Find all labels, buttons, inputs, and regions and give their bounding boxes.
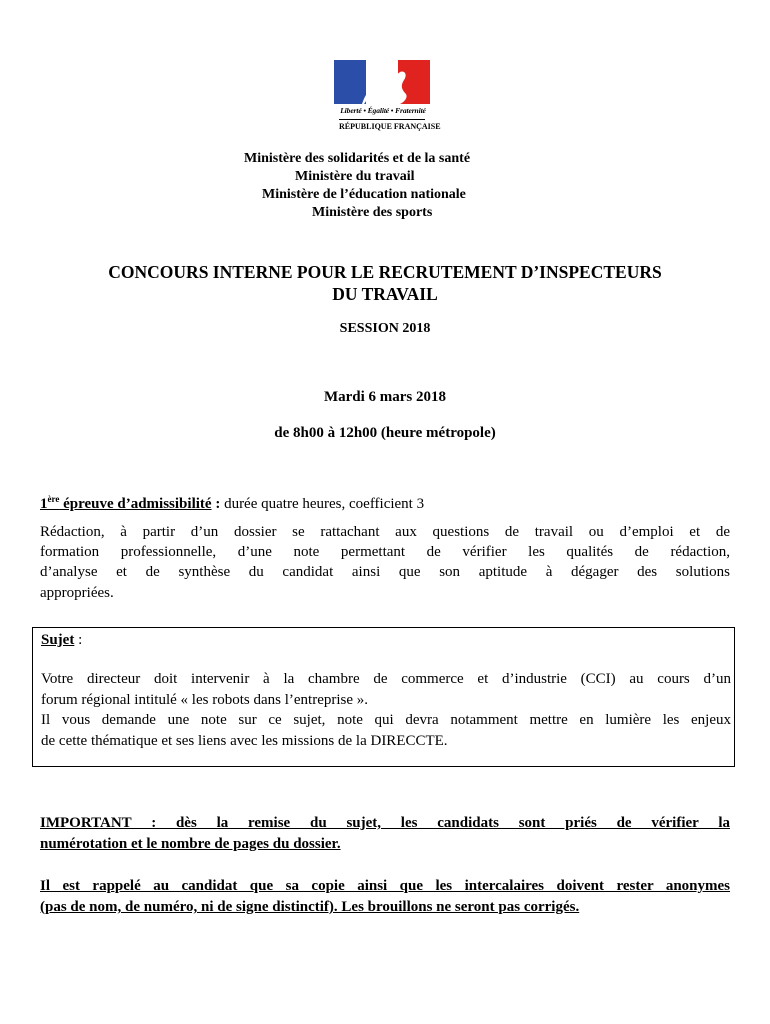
sujet-heading (41, 632, 82, 649)
title-line: DU TRAVAIL (332, 284, 438, 304)
republic-motto: Liberté • Égalité • Fraternité (340, 106, 426, 115)
paragraph-line: d’analyse et de synthèse du candidat ainsi que son aptitude à dégager des solutions (40, 564, 730, 581)
redaction-paragraph (40, 522, 730, 603)
marianne-flag-icon (334, 60, 430, 104)
ministries-list (0, 150, 770, 222)
republic-name: RÉPUBLIQUE FRANÇAISE (339, 119, 425, 131)
marianne-logo (334, 60, 441, 131)
sujet-line: de cette thématique et ses liens avec les missions de la DIRECCTE. (41, 732, 448, 749)
important-line: IMPORTANT : dès la remise du sujet, les candidats sont priés de vérifier la (40, 815, 730, 831)
paragraph-line: appropriées. (40, 584, 114, 601)
epreuve-heading (40, 489, 730, 514)
paragraph-line: formation professionnelle, d’une note permettant de vérifier les qualités de rédaction, (40, 544, 730, 561)
important-notice (40, 813, 730, 855)
ministry-line: Ministère de l’éducation nationale (262, 187, 466, 202)
important-line: numérotation et le nombre de pages du dossier. (40, 836, 341, 852)
title-line: CONCOURS INTERNE POUR LE RECRUTEMENT D’INSPECTEURS (108, 262, 662, 282)
epreuve-ordinal: 1 (40, 496, 48, 512)
sujet-label: Sujet (41, 632, 75, 648)
ministry-line: Ministère du travail (295, 169, 415, 184)
page-title (40, 261, 730, 305)
session-label: SESSION 2018 (339, 321, 431, 336)
epreuve-label: épreuve d’admissibilité (59, 496, 212, 512)
sujet-line: Il vous demande une note sur ce sujet, note qui devra notamment mettre en lumière les enjeux (41, 712, 731, 728)
rappel-line: Il est rappelé au candidat que sa copie ainsi que les intercalaires doivent rester anonymes (40, 878, 730, 894)
sujet-box (32, 627, 735, 767)
sujet-colon: : (74, 632, 83, 648)
sujet-line: forum régional intitulé « les robots dans l’entreprise ». (41, 691, 369, 708)
anonymity-notice (40, 876, 730, 918)
epreuve-separator: : (211, 496, 225, 512)
ministry-line: Ministère des solidarités et de la santé (244, 151, 471, 166)
epreuve-title (40, 496, 212, 512)
rappel-line: (pas de nom, de numéro, ni de signe distinctif). Les brouillons ne seront pas corrigés. (40, 899, 580, 915)
epreuve-ordinal-suffix: ère (47, 494, 60, 504)
paragraph-line: Rédaction, à partir d’un dossier se rattachant aux questions de travail ou d’emploi et de (40, 524, 730, 540)
sujet-text (41, 669, 731, 751)
epreuve-details: durée quatre heures, coefficient 3 (224, 496, 425, 512)
sujet-line: Votre directeur doit intervenir à la chambre de commerce et d’industrie (CCI) au cours d’un (41, 671, 731, 687)
exam-hours: de 8h00 à 12h00 (heure métropole) (274, 425, 496, 441)
ministry-line: Ministère des sports (312, 205, 433, 220)
exam-date: Mardi 6 mars 2018 (323, 389, 447, 405)
